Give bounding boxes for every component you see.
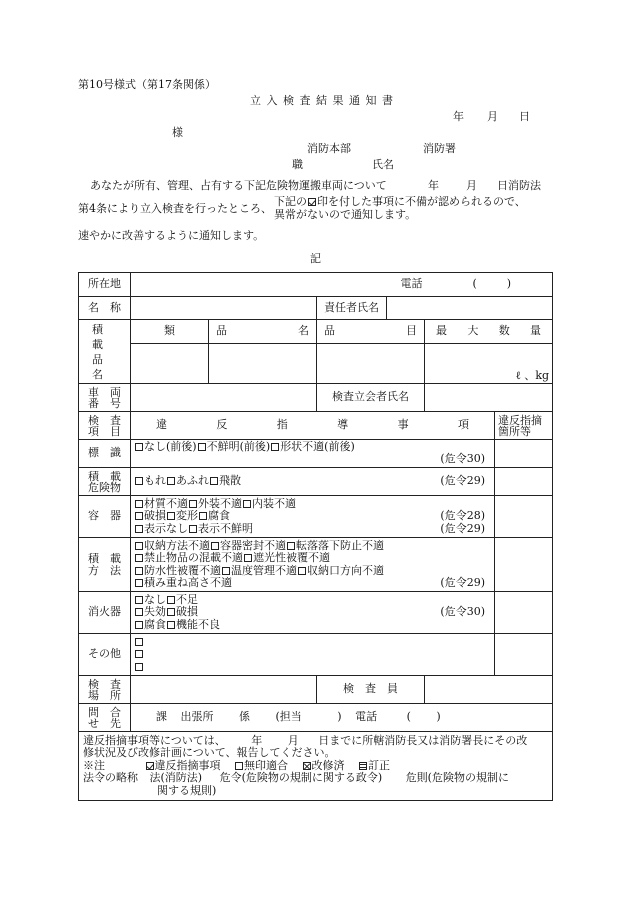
abbr-rule2: 関する規則): [157, 783, 217, 797]
outer-text: 外装不適: [198, 496, 242, 510]
other-label: その他: [79, 634, 131, 676]
inspector-witness-label: 検査立会者氏名: [317, 384, 425, 412]
qty-char3: 数: [498, 324, 510, 338]
rust-text: 腐食: [144, 617, 166, 631]
contact-close: ): [337, 710, 342, 724]
vehicle-no-line2: 番 号: [88, 396, 121, 410]
cargo-qty-cell[interactable]: [425, 344, 553, 384]
legend-violation: 違反指摘事項: [154, 758, 221, 772]
overflow-text: あふれ: [176, 474, 209, 488]
checkbox-other2[interactable]: [135, 650, 143, 658]
body-option1-text-b: 印を付した事項に不備が認められるので、: [317, 195, 526, 208]
body-line1-year: 年: [428, 179, 439, 192]
inspect-place-label: [79, 676, 131, 704]
checkbox-deform[interactable]: [167, 512, 175, 520]
note-label: ※注: [83, 758, 105, 772]
checkbox-short[interactable]: [167, 596, 175, 604]
legend-unmarked: 無印適合: [244, 758, 288, 772]
vehicle-no-line1: 車 両: [88, 385, 121, 399]
violation-char5: 事: [397, 418, 409, 432]
scatter-text: 飛散: [219, 474, 241, 488]
qty-char1: 最: [436, 324, 447, 338]
qty-char4: 量: [530, 324, 542, 338]
loaded-hazmat-line1: 積 載: [88, 469, 121, 483]
checkbox-sign-unclear[interactable]: [198, 443, 206, 451]
item-char2: 目: [406, 324, 417, 338]
product-char1: 品: [216, 324, 227, 338]
inspect-place-line1: 検 査: [88, 677, 121, 691]
checkbox-none[interactable]: [135, 596, 143, 604]
violation-char1: 違: [156, 418, 167, 432]
form-number: 第10号様式（第17条関係）: [78, 78, 216, 91]
footer-line2: 修状況及び改修計画について、報告してください。: [83, 746, 336, 760]
checkbox-leak[interactable]: [135, 477, 143, 485]
name-label: 氏名: [372, 158, 394, 171]
abbr-rule1: 危則(危険物の規制に: [405, 771, 509, 785]
seal-text: 容器密封不適: [220, 538, 286, 552]
loading-method-line2: 方 法: [88, 563, 121, 577]
temp-text: 温度管理不適: [231, 563, 297, 577]
loading-method-place-cell[interactable]: [495, 538, 553, 592]
inspector-witness-cell[interactable]: [425, 384, 553, 412]
addressee-honorific: 様: [172, 126, 183, 139]
cargo-type-header: 類: [131, 320, 209, 344]
storage-text: 収納方法不適: [144, 538, 210, 552]
date-month: 月: [487, 110, 498, 123]
extinguisher-items: [131, 592, 495, 634]
cargo-label-text: 積載品名: [92, 322, 117, 381]
unclear-label-text: 表示不鮮明: [198, 521, 253, 535]
body-line2-option2: 異常がないので通知します。: [274, 208, 417, 221]
phone-close: ): [506, 277, 512, 291]
checkbox-material[interactable]: [135, 500, 143, 508]
sign-place-cell[interactable]: [495, 440, 553, 468]
contact-line2: せ 先: [88, 716, 121, 730]
double-line-box-icon: [359, 762, 367, 770]
contact-tanto: (担当: [275, 710, 302, 724]
inspection-table: [78, 272, 553, 801]
body-option1-text-a: 下記の: [274, 195, 307, 208]
other-items: [131, 634, 495, 676]
checkbox-temp[interactable]: [222, 567, 230, 575]
nolabel-text: 表示なし: [144, 521, 188, 535]
violation-char3: 指: [276, 418, 288, 432]
checkbox-broken[interactable]: [167, 608, 175, 616]
expired-text: 失効: [144, 605, 166, 619]
cargo-product-header: [209, 320, 317, 344]
footer-month: 月: [287, 734, 299, 747]
checkbox-waterproof[interactable]: [135, 567, 143, 575]
violation-char6: 項: [457, 418, 469, 432]
contact-p-open: (: [406, 710, 411, 724]
inspect-item-label: [79, 412, 131, 440]
checkbox-mixed[interactable]: [135, 554, 143, 562]
corrode-text: 腐食: [208, 509, 230, 523]
ki-label: 記: [310, 252, 321, 265]
inspect-item-line2: 項 目: [88, 424, 121, 438]
position-label: 職: [292, 158, 303, 171]
none-text: なし: [144, 592, 166, 606]
legend-fixed: 改修済: [311, 758, 345, 772]
inspect-place-cell[interactable]: [131, 676, 317, 704]
checkbox-unclear-label[interactable]: [189, 525, 197, 533]
checkbox-sign-none[interactable]: [135, 443, 143, 451]
footer-notes: [79, 732, 553, 801]
contact-phone: 電話: [355, 710, 378, 724]
container-ref1: (危令28): [440, 509, 485, 523]
checkbox-fall[interactable]: [287, 542, 295, 550]
sign-none-text: なし(前後): [144, 440, 197, 453]
other-place-cell[interactable]: [495, 634, 553, 676]
fire-hq-label: 消防本部: [307, 142, 351, 155]
container-place-cell[interactable]: [495, 496, 553, 538]
checkmark-icon: [308, 198, 316, 206]
manager-name-cell[interactable]: [387, 297, 553, 320]
checkbox-overflow[interactable]: [167, 477, 175, 485]
violation-place-header: [495, 412, 553, 440]
checkbox-outer[interactable]: [189, 500, 197, 508]
checkbox-storage[interactable]: [135, 542, 143, 550]
checkbox-scatter[interactable]: [210, 477, 218, 485]
mixed-text: 禁止物品の混載不適: [144, 551, 243, 565]
checkbox-corrode[interactable]: [199, 512, 207, 520]
loading-method-line1: 積 載: [88, 551, 121, 565]
sign-shape-text: 形状不適(前後): [280, 440, 355, 453]
cargo-label: [79, 320, 131, 384]
body-line3: 速やかに改善するように通知します。: [78, 229, 265, 242]
inspect-place-line2: 場 所: [88, 688, 121, 702]
loaded-hazmat-ref: (危令29): [440, 474, 485, 488]
checkbox-shade[interactable]: [244, 554, 252, 562]
cargo-item-cell[interactable]: [317, 344, 425, 384]
checkbox-other3[interactable]: [135, 663, 143, 671]
extinguisher-place-cell[interactable]: [495, 592, 553, 634]
loaded-hazmat-label: [79, 468, 131, 496]
stack-text: 積み重ね高さ不適: [144, 575, 232, 589]
checkbox-inner[interactable]: [243, 500, 251, 508]
material-text: 材質不適: [144, 496, 188, 510]
checkmark-icon: [146, 762, 154, 770]
loading-method-label: [79, 538, 131, 592]
product-char2: 名: [298, 324, 309, 338]
body-line1: あなたが所有、管理、占有する下記危険物運搬車両について: [90, 179, 387, 192]
body-line2-option1: [274, 196, 526, 208]
inspector-label: 検 査 員: [317, 676, 425, 704]
vehicle-no-cell[interactable]: [131, 384, 317, 412]
date-year: 年: [453, 110, 464, 123]
name-cell[interactable]: [131, 297, 317, 320]
checkbox-seal[interactable]: [211, 542, 219, 550]
phone-open: (: [472, 277, 477, 291]
checkbox-rust[interactable]: [135, 621, 143, 629]
inspect-item-line1: 検 査: [88, 413, 121, 427]
fire-station-label: 消防署: [423, 142, 456, 155]
contact-cell[interactable]: [131, 704, 553, 732]
phone-label: 電話: [400, 277, 423, 291]
sign-ref: (危令30): [440, 452, 485, 466]
footer-year: 年: [251, 734, 263, 747]
name-char2: 称: [110, 300, 121, 314]
body-line1-day: 日消防法: [497, 179, 541, 192]
contact-p-close: ): [436, 710, 441, 724]
document-title: 立 入 検 査 結 果 通 知 書: [250, 94, 394, 107]
abbr-order: 危令(危険物の規制に関する政令): [219, 771, 383, 785]
waterproof-text: 防水性被覆不適: [144, 563, 221, 577]
loading-method-items: [131, 538, 495, 592]
inspector-cell[interactable]: [425, 676, 553, 704]
short-text: 不足: [176, 592, 198, 606]
shade-text: 遮光性被覆不適: [253, 551, 330, 565]
deform-text: 変形: [176, 509, 198, 523]
name-char1: 名: [88, 300, 99, 314]
malfunction-text: 機能不良: [176, 617, 220, 631]
opening-text: 収納口方向不適: [307, 563, 384, 577]
location-label: 所在地: [79, 273, 131, 297]
sign-label: 標 識: [79, 440, 131, 468]
body-line1-month: 月: [466, 179, 477, 192]
checkbox-opening[interactable]: [298, 567, 306, 575]
contact-line1: 問 合: [88, 705, 121, 719]
broken-text: 破損: [176, 605, 198, 619]
violation-header: [131, 412, 495, 440]
checkbox-malfunction[interactable]: [167, 621, 175, 629]
x-box-icon: [303, 762, 311, 770]
container-items: [131, 496, 495, 538]
body-line2: 第4条により立入検査を行ったところ、: [78, 202, 272, 215]
cargo-max-qty-header: [425, 320, 553, 344]
loaded-hazmat-place-cell[interactable]: [495, 468, 553, 496]
loaded-hazmat-line2: 危険物: [88, 480, 121, 494]
checkbox-other1[interactable]: [135, 638, 143, 646]
violation-place-line2: 箇所等: [498, 424, 531, 438]
qty-char2: 大: [467, 324, 479, 338]
sign-items: [131, 440, 495, 468]
footer-line1a: 違反指摘事項等については、: [83, 734, 226, 747]
fall-text: 転落落下防止不適: [296, 538, 384, 552]
empty-box-icon: [235, 762, 243, 770]
loading-method-ref: (危令29): [440, 575, 485, 589]
footer-line1b: 日までに所轄消防長又は消防署長にその改: [318, 734, 528, 747]
contact-kakari: 係: [239, 710, 250, 724]
leak-text: もれ: [144, 474, 166, 488]
contact-office: 出張所: [180, 710, 214, 724]
extinguisher-ref: (危令30): [440, 605, 485, 619]
violation-char4: 導: [337, 418, 349, 432]
extinguisher-label: 消火器: [79, 592, 131, 634]
location-cell[interactable]: [131, 273, 553, 297]
manager-name-label: 責任者氏名: [317, 297, 387, 320]
checkbox-damage[interactable]: [135, 512, 143, 520]
violation-char2: 反: [216, 418, 228, 432]
checkbox-stack[interactable]: [135, 579, 143, 587]
name-label-cell: [79, 297, 131, 320]
vehicle-no-label: [79, 384, 131, 412]
qty-unit: ℓ 、kg: [515, 368, 550, 382]
abbr-label: 法令の略称: [83, 771, 138, 785]
contact-label: [79, 704, 131, 732]
checkbox-expired[interactable]: [135, 608, 143, 616]
cargo-product-cell[interactable]: [209, 344, 317, 384]
inner-text: 内装不適: [252, 496, 296, 510]
container-ref2: (危令29): [440, 521, 485, 535]
loaded-hazmat-items: [131, 468, 495, 496]
damage-text: 破損: [144, 509, 166, 523]
checkbox-nolabel[interactable]: [135, 525, 143, 533]
checkbox-sign-shape[interactable]: [271, 443, 279, 451]
container-label: 容 器: [79, 496, 131, 538]
date-day: 日: [519, 110, 530, 123]
violation-place-line1: 違反指摘: [498, 413, 542, 427]
legend-corrected: 訂正: [368, 758, 390, 772]
cargo-type-cell[interactable]: [131, 344, 209, 384]
cargo-item-header: [317, 320, 425, 344]
sign-unclear-text: 不鮮明(前後): [206, 440, 271, 453]
contact-section: 課: [156, 710, 167, 724]
abbr-law: 法(消防法): [149, 771, 203, 785]
item-char1: 品: [324, 324, 335, 338]
